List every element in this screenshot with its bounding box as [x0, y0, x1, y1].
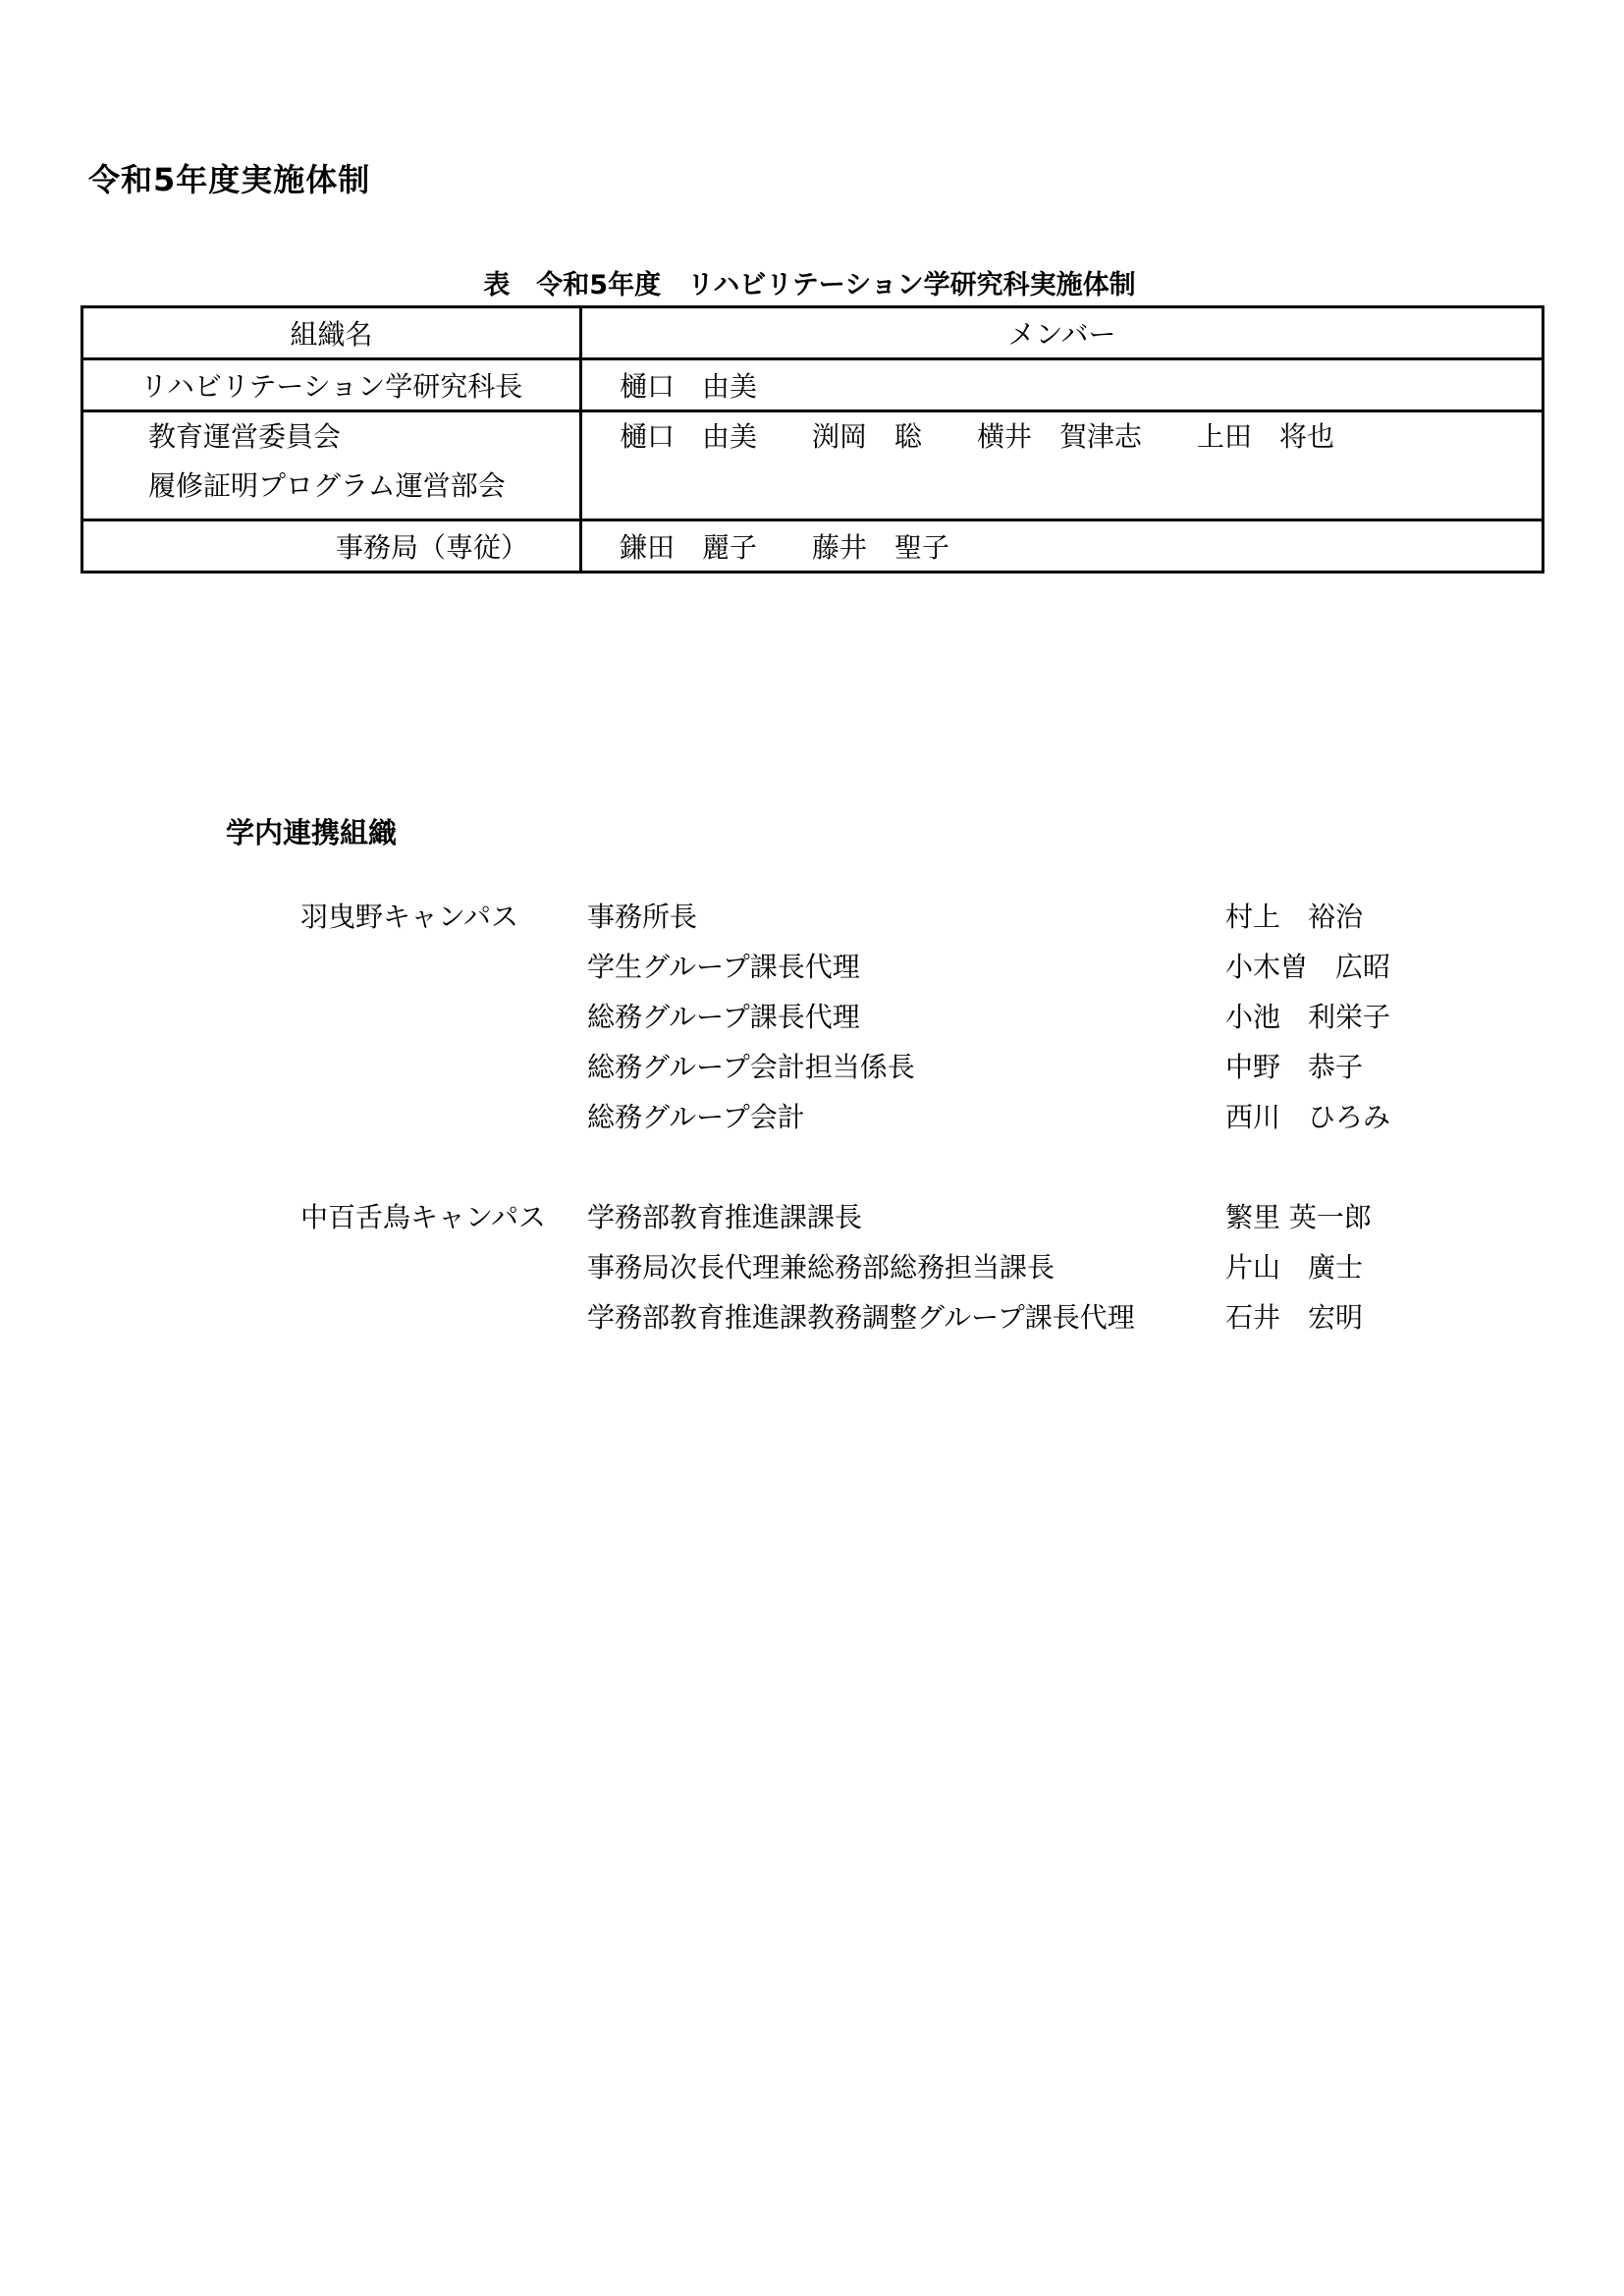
person-name: 西川 ひろみ: [1225, 1101, 1391, 1133]
role-label: 総務グループ会計: [587, 1101, 805, 1133]
campus-name: 羽曳野キャンパス: [300, 901, 519, 933]
table-caption: 表 令和5年度 リハビリテーション学研究科実施体制: [483, 270, 1136, 301]
role-label: 総務グループ会計担当係長: [587, 1051, 915, 1083]
table-header-row: [82, 307, 1543, 359]
section-title: 学内連携組織: [226, 816, 398, 849]
person-name: 村上 裕治: [1225, 901, 1364, 933]
table-row: [82, 520, 1543, 573]
org-name-cell: リハビリテーション学研究科長: [82, 359, 581, 411]
header-org-name: 組織名: [82, 307, 581, 359]
role-label: 総務グループ課長代理: [587, 1001, 860, 1033]
table-row: [82, 411, 1543, 520]
org-name-line: 履修証明プログラム運営部会: [148, 469, 506, 502]
organization-table: [81, 305, 1544, 574]
role-label: 事務局次長代理兼総務部総務担当課長: [587, 1251, 1056, 1284]
person-name: 小木曽 広昭: [1225, 951, 1391, 983]
org-name-cell: 事務局（専従）: [82, 520, 581, 573]
members-cell: 樋口 由美: [581, 359, 1543, 411]
campus-name: 中百舌鳥キャンパス: [300, 1201, 547, 1233]
person-name: 繁里 英一郎: [1225, 1201, 1372, 1233]
header-members: メンバー: [581, 307, 1543, 359]
page-title: 令和5年度実施体制: [88, 161, 371, 198]
members-cell: 鎌田 麗子 藤井 聖子: [581, 520, 1543, 573]
role-label: 学務部教育推進課課長: [587, 1201, 863, 1233]
table-row: [82, 359, 1543, 411]
org-name-line: 教育運営委員会: [148, 420, 342, 453]
person-name: 小池 利栄子: [1225, 1001, 1391, 1033]
members-cell: 樋口 由美 渕岡 聡 横井 賀津志 上田 将也: [581, 411, 1543, 520]
person-name: 石井 宏明: [1225, 1301, 1364, 1334]
org-name-cell: [82, 411, 581, 520]
person-name: 中野 恭子: [1225, 1051, 1364, 1083]
role-label: 学務部教育推進課教務調整グループ課長代理: [587, 1301, 1135, 1334]
role-label: 事務所長: [587, 901, 698, 933]
role-label: 学生グループ課長代理: [587, 951, 860, 983]
person-name: 片山 廣士: [1225, 1251, 1364, 1284]
